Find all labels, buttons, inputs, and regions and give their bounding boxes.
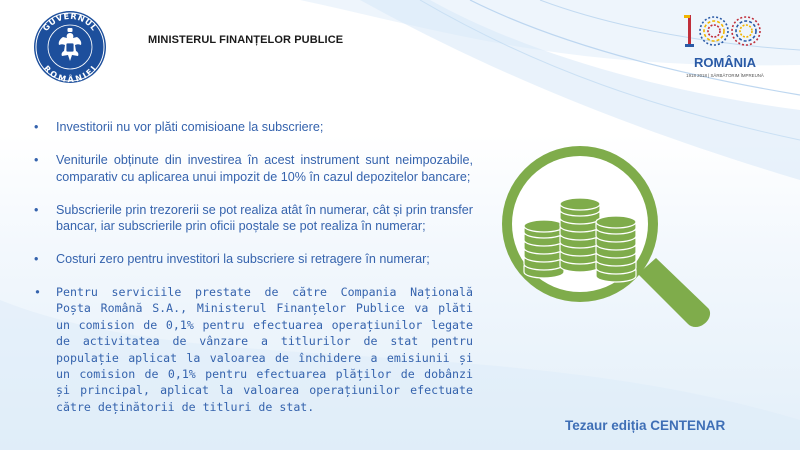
centenar-tagline: 1918 2018 | SĂRBĂTORIM ÎMPREUNĂ <box>686 73 764 78</box>
seal-bottom-text: ROMÂNIEI <box>42 63 99 84</box>
list-item-text: Costuri zero pentru investitori la subscriere si retragere în numerar; <box>56 252 430 266</box>
list-item <box>33 119 473 136</box>
centenar-number <box>684 15 760 47</box>
benefits-list <box>33 119 473 432</box>
seal-top-text: GUVERNUL <box>41 11 100 33</box>
coin-top <box>596 216 636 228</box>
list-item <box>33 251 473 268</box>
list-item-text: Veniturile obținute din investirea în acest instrument sunt neimpozabile, comparativ cu aplicarea unui impozit de 10% în cazul depozitelor bancare; <box>56 153 473 184</box>
list-item <box>33 152 473 185</box>
romania-centenar-logo <box>678 9 770 91</box>
coins-magnifier-icon <box>488 146 714 330</box>
list-item-text: Subscrierile prin trezorerii se pot realiza atât în numerar, cât și prin transfer bancar, iar subscrierile prin oficii poștale se pot realiza în numerar; <box>56 202 473 233</box>
bullet-glyph: • <box>34 120 39 134</box>
bullet-glyph: • <box>34 153 39 167</box>
centenar-country: ROMÂNIA <box>693 55 757 70</box>
bullet-glyph: • <box>34 202 39 217</box>
coin-top <box>560 198 600 210</box>
government-seal-logo <box>32 9 108 85</box>
coin-top <box>524 220 564 232</box>
ministry-name: MINISTERUL FINANȚELOR PUBLICE <box>148 34 344 46</box>
bullet-glyph: • <box>34 285 41 299</box>
list-item <box>33 284 473 415</box>
list-item <box>33 202 473 235</box>
bullet-glyph: • <box>34 252 39 266</box>
edition-label: Tezaur ediția CENTENAR <box>565 418 726 433</box>
list-item-text: Pentru serviciile prestate de către Compania Națională Poșta Română S.A., Ministerul Finanțelor Publice va plăti un comision de 0,1% pentru efectuarea operațiunilor legate de activitatea de vânzare a titlurilor de stat pentru populație aplicat la valoarea de închidere a emisiunii și un comision de 0,1% pentru efectuarea plăților de dobânzi și principal, aplicat la valoarea operațiunilor efectuate către deținătorii de titluri de stat. <box>56 285 473 414</box>
list-item-text: Investitorii nu vor plăti comisioane la subscriere; <box>56 120 324 134</box>
